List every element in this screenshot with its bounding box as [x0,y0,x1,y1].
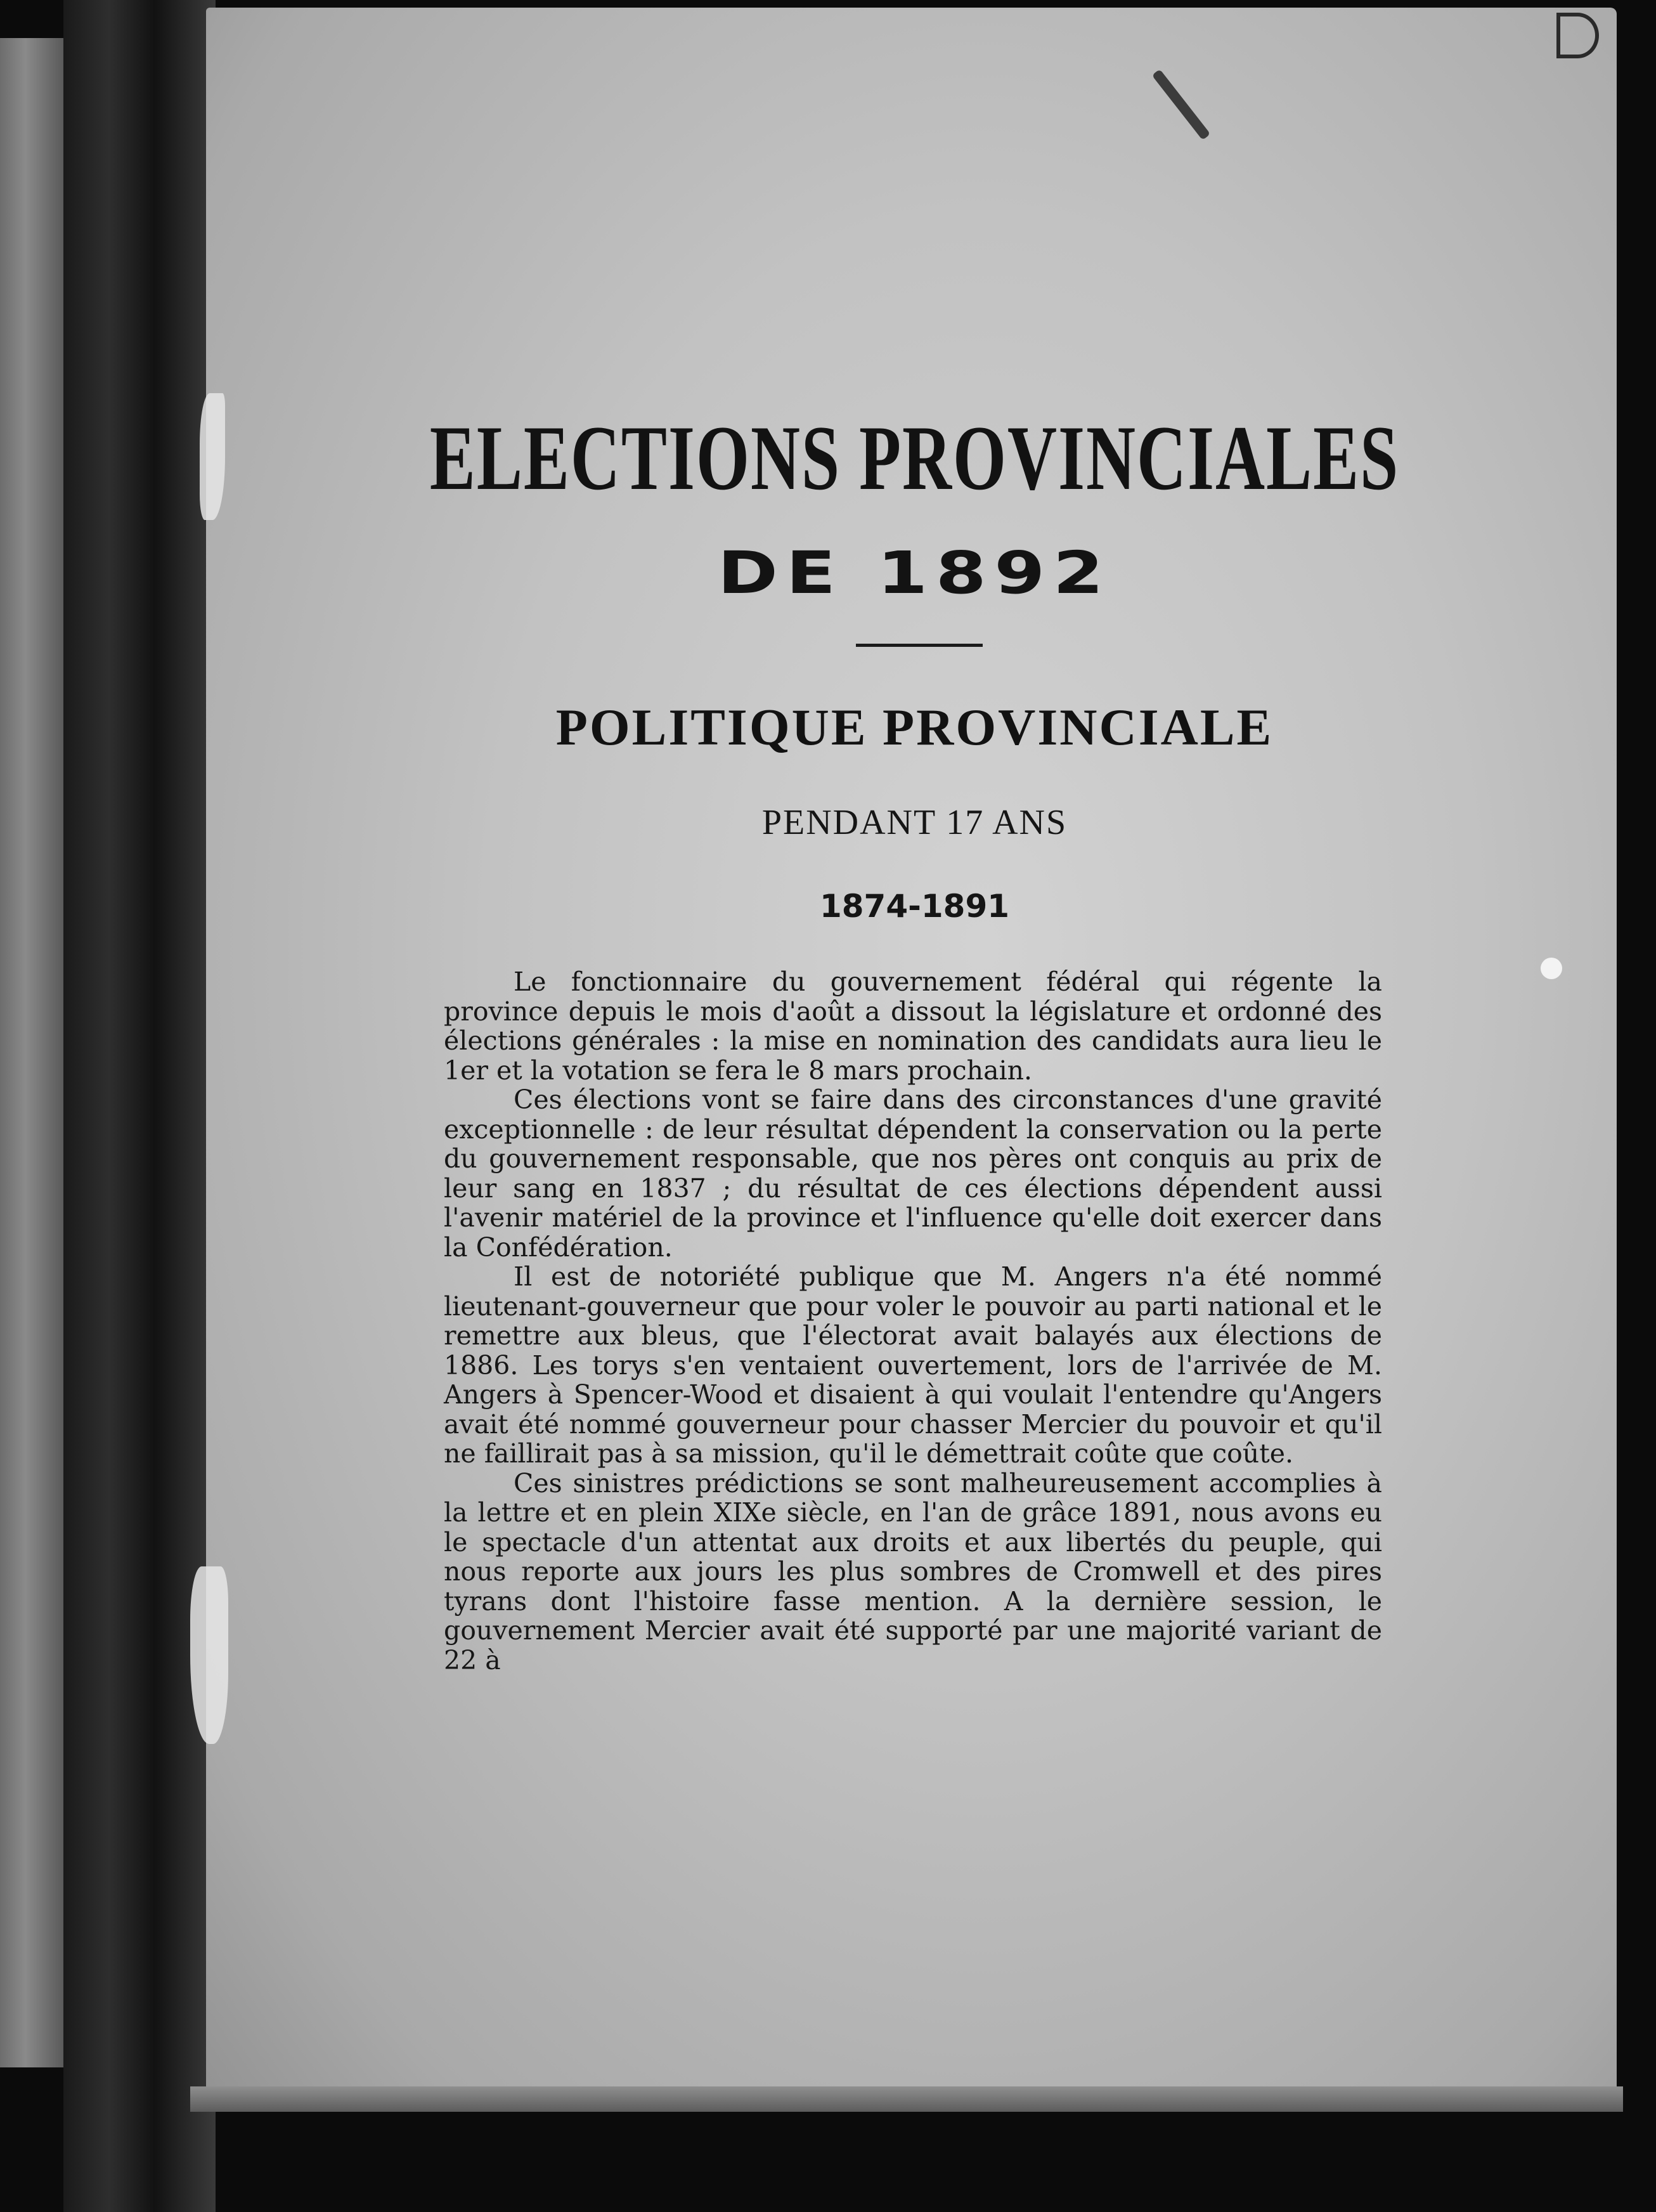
previous-page-edge [0,38,63,2067]
years-heading: 1874-1891 [819,888,1010,925]
divider-rule [856,644,983,647]
document-subtitle: POLITIQUE PROVINCIALE [555,698,1274,756]
period-heading: PENDANT 17 ANS [761,803,1068,842]
paragraph: Ces élections vont se faire dans des circonstances d'une gravité exceptionnelle : de leur résultat dépendent la conservation ou la perte du gouvernement responsable, que nos pères ont conquis au prix de leur sang en 1837 ; du résultat de ces élections dépendent aussi l'avenir matériel de la province et l'influence qu'elle doit exercer dans la Confédération. [444,1084,1382,1263]
corner-handwritten-mark [1556,13,1599,58]
paragraph: Le fonctionnaire du gouvernement fédéral qui régente la province depuis le mois d'août a dissout la législature et ordonné des élections générales : la mise en nomination des candidats aura lieu le 1er et la votation se fera le 8 mars prochain. [444,966,1382,1086]
book-binding-gutter [63,0,216,2212]
body-text [444,967,1382,1675]
paper-tear-mark [190,1566,228,1744]
page-bottom-edge [190,2086,1623,2112]
paragraph: Il est de notoriété publique que M. Angers n'a été nommé lieutenant-gouverneur que pour voler le pouvoir au parti national et le remettre aux bleus, que l'électorat avait balayés aux élections de 1886. Les torys s'en ventaient ouvertement, lors de l'arrivée de M. Angers à Spencer-Wood et disaient à qui voulait l'entendre qu'Angers avait été nommé gouverneur pour chasser Mercier du pouvoir et qu'il ne faillirait pas à sa mission, qu'il le démettrait coûte que coûte. [444,1261,1382,1469]
document-title: ELECTIONS PROVINCIALES [429,407,1400,510]
paper-spot [1541,958,1562,979]
document-title-year: DE 1892 [717,539,1112,607]
paragraph: Ces sinistres prédictions se sont malheureusement accomplies à la lettre et en plein XIXe siècle, en l'an de grâce 1891, nous avons eu le spectacle d'un attentat aux droits et aux libertés du peuple, qui nous reporte aux jours les plus sombres de Cromwell et des pires tyrans dont l'histoire fasse mention. A la dernière session, le gouvernement Mercier avait été supporté par une majorité variant de 22 à [444,1467,1382,1675]
